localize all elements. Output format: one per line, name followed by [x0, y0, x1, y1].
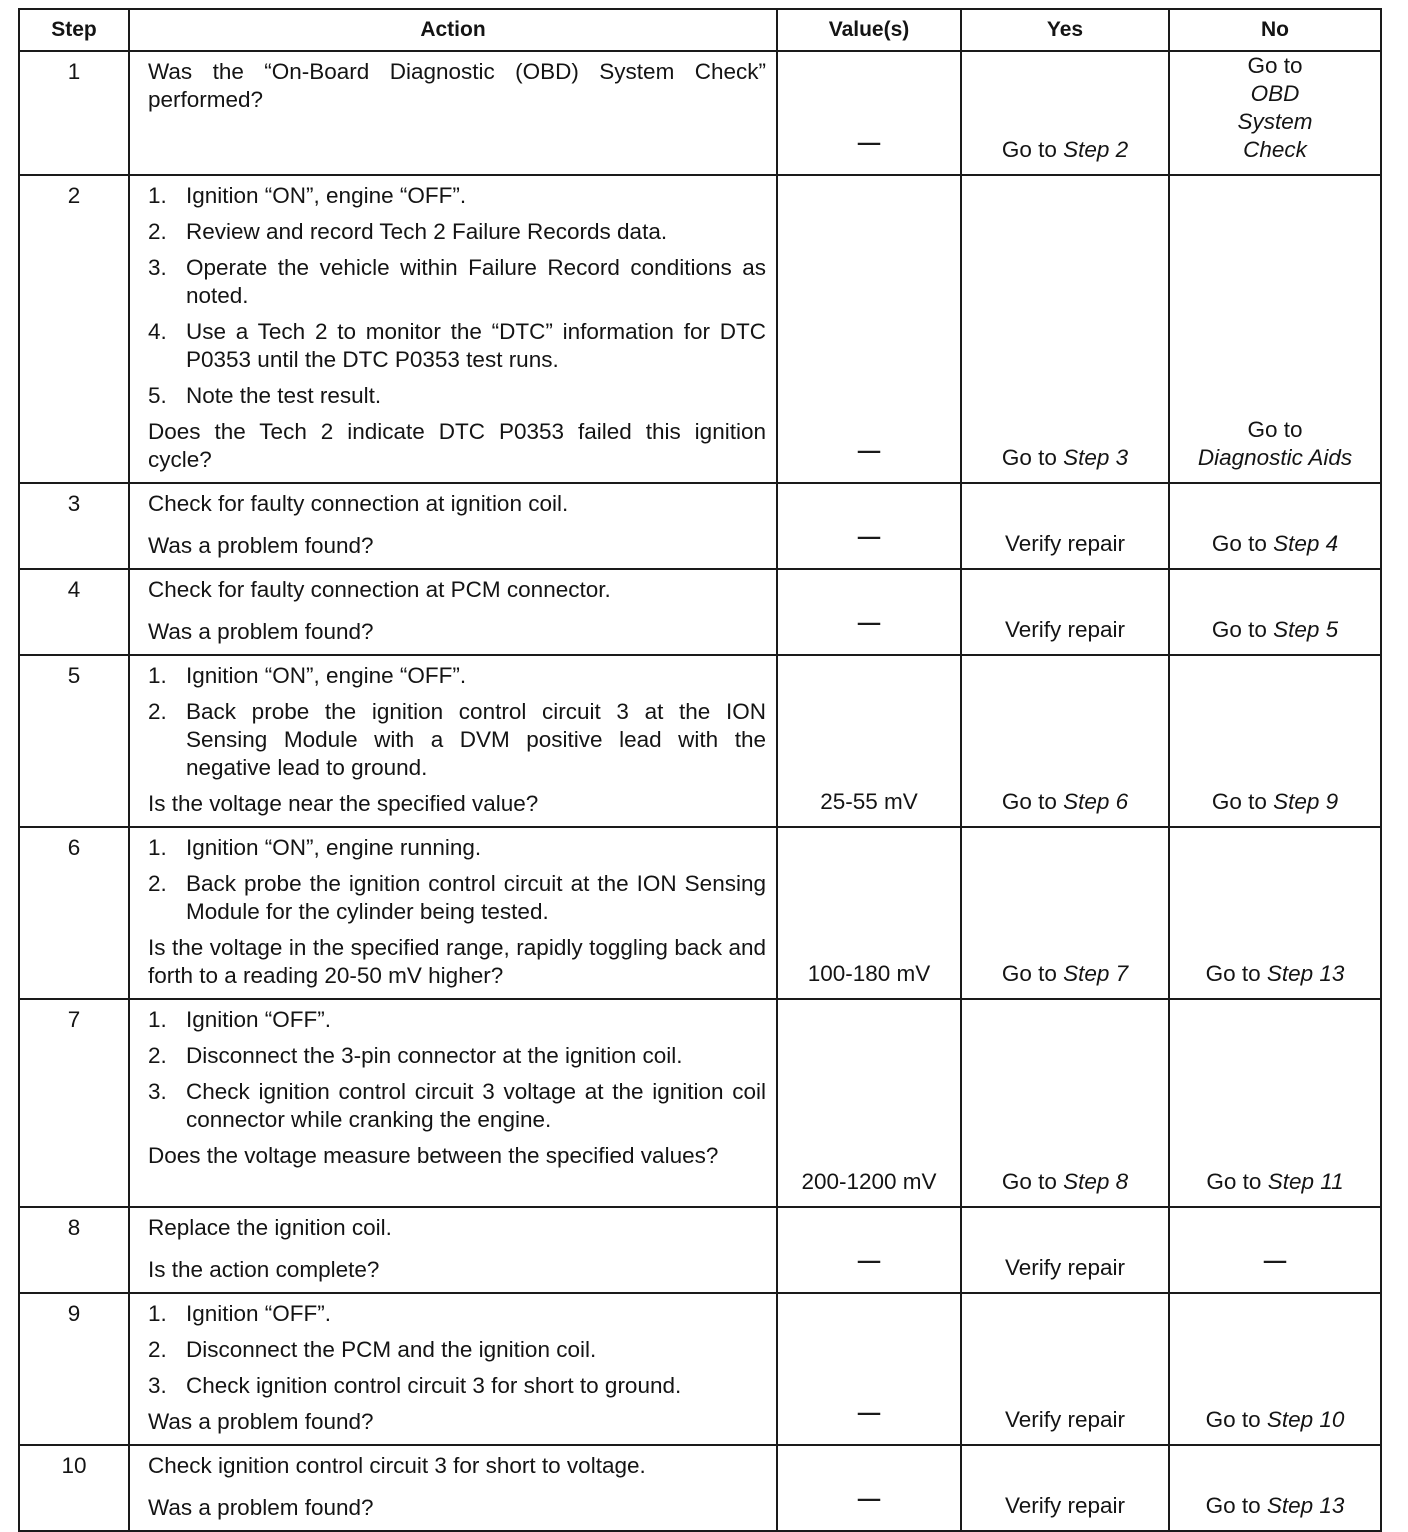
header-no: No	[1169, 9, 1381, 51]
yes-cell	[961, 1207, 1169, 1293]
step-number: 10	[19, 1445, 129, 1531]
action-cell	[129, 655, 777, 827]
action-step-item	[148, 218, 766, 246]
value-cell	[777, 51, 961, 175]
value-cell	[777, 999, 961, 1207]
action-step-text: Check ignition control circuit 3 for short to ground.	[186, 1373, 682, 1398]
value-text: —	[857, 1400, 881, 1425]
action-instruction: Check ignition control circuit 3 for short to voltage.	[148, 1453, 646, 1478]
action-step-item	[148, 1372, 766, 1400]
action-step-number: 4.	[148, 319, 167, 344]
table-row	[19, 51, 1381, 175]
header-values: Value(s)	[777, 9, 961, 51]
table-row	[19, 483, 1381, 569]
action-step-item	[148, 870, 766, 926]
step-number: 5	[19, 655, 129, 827]
table-row	[19, 655, 1381, 827]
action-step-text: Ignition “ON”, engine “OFF”.	[186, 183, 467, 208]
no-step-reference: Step 5	[1273, 617, 1339, 642]
no-step-reference: Step 4	[1273, 531, 1339, 556]
no-cell	[1169, 483, 1381, 569]
action-cell	[129, 827, 777, 999]
no-cell	[1169, 827, 1381, 999]
header-yes: Yes	[961, 9, 1169, 51]
yes-cell	[961, 1293, 1169, 1445]
header-action: Action	[129, 9, 777, 51]
yes-cell	[961, 827, 1169, 999]
action-cell	[129, 1207, 777, 1293]
action-question: Does the voltage measure between the specified values?	[148, 1143, 719, 1168]
yes-text: Verify repair	[1004, 531, 1126, 556]
action-step-number: 3.	[148, 255, 167, 280]
action-step-item	[148, 182, 766, 210]
yes-step-reference: Step 3	[1063, 445, 1129, 470]
no-text: Go to	[1206, 1169, 1268, 1194]
step-number: 2	[19, 175, 129, 483]
table-body	[19, 51, 1381, 1531]
action-question: Was a problem found?	[148, 619, 374, 644]
no-cell	[1169, 1293, 1381, 1445]
yes-cell	[961, 1445, 1169, 1531]
value-cell	[777, 483, 961, 569]
action-question: Is the voltage in the specified range, rapidly toggling back and forth to a reading 20-50 mV higher?	[148, 935, 766, 988]
no-cell	[1169, 655, 1381, 827]
table-row	[19, 1207, 1381, 1293]
no-cell	[1169, 999, 1381, 1207]
action-step-text: Disconnect the PCM and the ignition coil.	[186, 1337, 597, 1362]
no-step-reference: Step 10	[1266, 1407, 1345, 1432]
action-step-item	[148, 1006, 766, 1034]
no-text: Go to	[1205, 1493, 1267, 1518]
action-step-number: 2.	[148, 871, 167, 896]
action-step-item	[148, 1078, 766, 1134]
action-step-number: 2.	[148, 699, 167, 724]
action-cell	[129, 51, 777, 175]
action-step-item	[148, 1336, 766, 1364]
no-text: Go to	[1205, 1407, 1267, 1432]
no-text: Go to	[1211, 531, 1274, 556]
no-cell	[1169, 51, 1381, 175]
value-cell	[777, 175, 961, 483]
step-number: 7	[19, 999, 129, 1207]
action-step-text: Note the test result.	[186, 383, 382, 408]
action-step-text: Ignition “ON”, engine “OFF”.	[186, 663, 467, 688]
action-step-number: 1.	[148, 835, 167, 860]
action-step-item	[148, 1300, 766, 1328]
action-step-text: Ignition “OFF”.	[186, 1007, 332, 1032]
table-row	[19, 1293, 1381, 1445]
action-step-text: Review and record Tech 2 Failure Records data.	[186, 219, 668, 244]
action-instruction: Replace the ignition coil.	[148, 1215, 392, 1240]
no-step-reference: OBD System Check	[1237, 81, 1313, 162]
action-step-text: Check ignition control circuit 3 voltage at the ignition coil connector while cranking the engine.	[186, 1079, 766, 1132]
yes-text: Verify repair	[1004, 617, 1126, 642]
action-question: Was a problem found?	[148, 1409, 374, 1434]
action-step-number: 2.	[148, 219, 167, 244]
yes-step-reference: Step 8	[1063, 1169, 1129, 1194]
table-row	[19, 569, 1381, 655]
yes-cell	[961, 999, 1169, 1207]
value-cell	[777, 1207, 961, 1293]
table-row	[19, 827, 1381, 999]
value-text: —	[857, 1248, 881, 1273]
value-cell	[777, 827, 961, 999]
action-question: Was a problem found?	[148, 1495, 374, 1520]
yes-step-reference: Step 7	[1063, 961, 1129, 986]
action-question: Does the Tech 2 indicate DTC P0353 failed this ignition cycle?	[148, 419, 766, 472]
no-step-reference: Step 9	[1273, 789, 1339, 814]
step-number: 1	[19, 51, 129, 175]
yes-cell	[961, 175, 1169, 483]
yes-cell	[961, 569, 1169, 655]
yes-text: Go to	[1001, 961, 1064, 986]
action-step-text: Use a Tech 2 to monitor the “DTC” information for DTC P0353 until the DTC P0353 test runs.	[186, 319, 766, 372]
no-text: Go to	[1247, 53, 1303, 78]
action-step-text: Back probe the ignition control circuit 3 at the ION Sensing Module with a DVM positive lead with the negative lead to ground.	[186, 699, 766, 780]
action-step-item	[148, 1042, 766, 1070]
no-cell	[1169, 1445, 1381, 1531]
no-text: Go to	[1205, 961, 1267, 986]
action-step-item	[148, 318, 766, 374]
no-text: Go to	[1211, 617, 1274, 642]
table-row	[19, 999, 1381, 1207]
value-text: —	[857, 610, 881, 635]
action-step-number: 1.	[148, 1007, 167, 1032]
no-text: Go to	[1211, 789, 1274, 814]
action-step-item	[148, 382, 766, 410]
no-cell	[1169, 569, 1381, 655]
action-step-number: 3.	[148, 1373, 167, 1398]
diagnostic-table	[18, 8, 1382, 1532]
value-text: 100-180 mV	[807, 961, 931, 986]
action-question: Was the “On-Board Diagnostic (OBD) System Check” performed?	[148, 59, 766, 112]
action-instruction: Check for faulty connection at PCM connector.	[148, 577, 611, 602]
action-cell	[129, 1445, 777, 1531]
action-instruction: Check for faulty connection at ignition coil.	[148, 491, 569, 516]
yes-text: Go to	[1001, 789, 1064, 814]
value-text: —	[857, 130, 881, 155]
table-header	[19, 9, 1381, 51]
yes-step-reference: Step 2	[1063, 137, 1129, 162]
value-cell	[777, 1293, 961, 1445]
yes-cell	[961, 483, 1169, 569]
yes-text: Go to	[1001, 445, 1064, 470]
action-question: Is the action complete?	[148, 1257, 380, 1282]
action-step-number: 5.	[148, 383, 167, 408]
header-step: Step	[19, 9, 129, 51]
step-number: 4	[19, 569, 129, 655]
value-cell	[777, 655, 961, 827]
yes-step-reference: Step 6	[1063, 789, 1129, 814]
action-question: Was a problem found?	[148, 533, 374, 558]
no-step-reference: Step 13	[1266, 1493, 1345, 1518]
action-step-number: 2.	[148, 1337, 167, 1362]
yes-text: Verify repair	[1004, 1255, 1126, 1280]
no-cell	[1169, 175, 1381, 483]
action-step-item	[148, 254, 766, 310]
header-row	[19, 9, 1381, 51]
action-step-number: 1.	[148, 183, 167, 208]
table-row	[19, 1445, 1381, 1531]
no-text: —	[1263, 1248, 1287, 1273]
action-step-number: 3.	[148, 1079, 167, 1104]
action-question: Is the voltage near the specified value?	[148, 791, 539, 816]
action-step-item	[148, 662, 766, 690]
action-step-number: 1.	[148, 663, 167, 688]
value-text: —	[857, 1486, 881, 1511]
no-text: Go to	[1247, 417, 1303, 442]
step-number: 6	[19, 827, 129, 999]
step-number: 3	[19, 483, 129, 569]
table-row	[19, 175, 1381, 483]
action-step-number: 2.	[148, 1043, 167, 1068]
action-step-number: 1.	[148, 1301, 167, 1326]
action-step-item	[148, 698, 766, 782]
no-cell	[1169, 1207, 1381, 1293]
action-step-item	[148, 834, 766, 862]
value-text: 25-55 mV	[820, 789, 918, 814]
action-step-text: Operate the vehicle within Failure Record conditions as noted.	[186, 255, 766, 308]
value-text: —	[857, 524, 881, 549]
yes-text: Go to	[1001, 1169, 1064, 1194]
step-number: 8	[19, 1207, 129, 1293]
yes-text: Verify repair	[1004, 1407, 1126, 1432]
action-cell	[129, 1293, 777, 1445]
step-number: 9	[19, 1293, 129, 1445]
value-text: —	[857, 438, 881, 463]
no-step-reference: Step 11	[1267, 1169, 1344, 1194]
no-step-reference: Diagnostic Aids	[1197, 445, 1353, 470]
action-cell	[129, 999, 777, 1207]
action-cell	[129, 483, 777, 569]
no-step-reference: Step 13	[1266, 961, 1345, 986]
value-cell	[777, 569, 961, 655]
value-cell	[777, 1445, 961, 1531]
action-cell	[129, 569, 777, 655]
yes-text: Go to	[1001, 137, 1064, 162]
action-step-text: Back probe the ignition control circuit at the ION Sensing Module for the cylinder being tested.	[186, 871, 766, 924]
action-step-text: Ignition “OFF”.	[186, 1301, 332, 1326]
yes-text: Verify repair	[1004, 1493, 1126, 1518]
action-cell	[129, 175, 777, 483]
action-step-text: Ignition “ON”, engine running.	[186, 835, 482, 860]
yes-cell	[961, 51, 1169, 175]
yes-cell	[961, 655, 1169, 827]
value-text: 200-1200 mV	[801, 1169, 937, 1194]
action-step-text: Disconnect the 3-pin connector at the ignition coil.	[186, 1043, 683, 1068]
